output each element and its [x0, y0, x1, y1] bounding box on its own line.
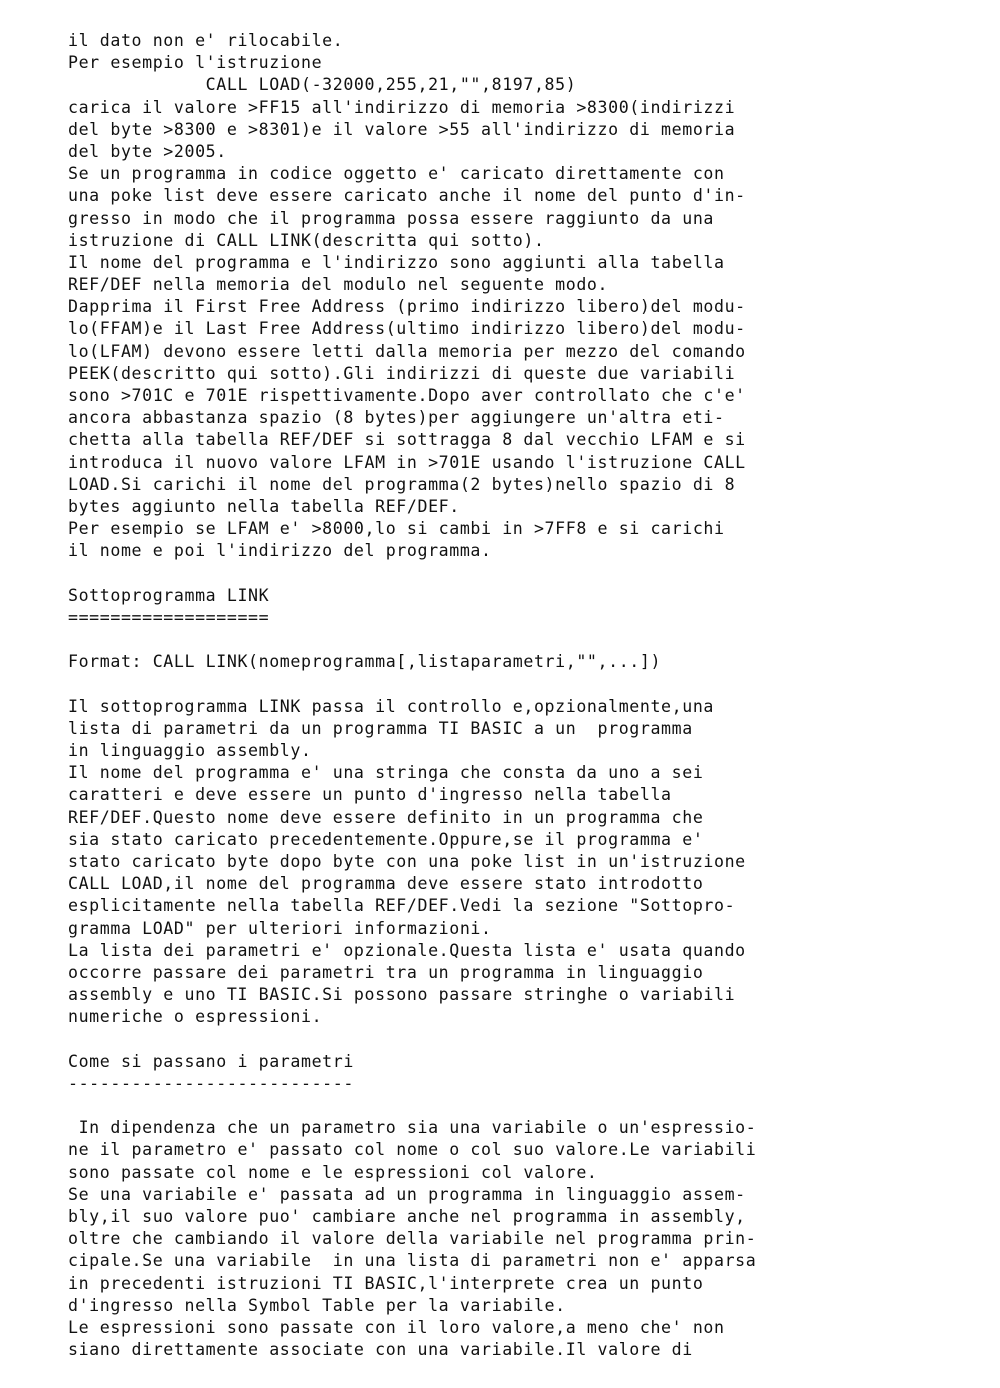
text-line: occorre passare dei parametri tra un programma in linguaggio — [68, 962, 704, 982]
text-line: carica il valore >FF15 all'indirizzo di memoria >8300(indirizzi — [68, 97, 736, 117]
code-example-line: CALL LOAD(-32000,255,21,"",8197,85) — [68, 75, 577, 95]
text-line: Se una variabile e' passata ad un programma in linguaggio assem- — [68, 1184, 746, 1204]
text-line: in precedenti istruzioni TI BASIC,l'interprete crea un punto — [68, 1273, 704, 1293]
text-line: Il nome del programma e' una stringa che consta da uno a sei — [68, 763, 704, 783]
text-line: lo(LFAM) devono essere letti dalla memoria per mezzo del comando — [68, 341, 746, 361]
heading-underline: --------------------------- — [68, 1073, 354, 1093]
text-line: il nome e poi l'indirizzo del programma. — [68, 541, 492, 561]
text-line: numeriche o espressioni. — [68, 1007, 323, 1027]
text-line: REF/DEF.Questo nome deve essere definito in un programma che — [68, 807, 704, 827]
text-line: oltre che cambiando il valore della variabile nel programma prin- — [68, 1229, 757, 1249]
text-line: sono passate col nome e le espressioni col valore. — [68, 1162, 598, 1182]
text-line: esplicitamente nella tabella REF/DEF.Vedi la sezione "Sottopro- — [68, 896, 736, 916]
text-line: Se un programma in codice oggetto e' caricato direttamente con — [68, 164, 725, 184]
section-heading: Come si passano i parametri — [68, 1051, 354, 1071]
text-line: siano direttamente associate con una variabile.Il valore di — [68, 1340, 693, 1360]
blank-line — [68, 1095, 968, 1117]
text-line: gramma LOAD" per ulteriori informazioni. — [68, 918, 492, 938]
text-line: caratteri e deve essere un punto d'ingresso nella tabella — [68, 785, 672, 805]
link-section — [68, 585, 968, 1029]
text-line: in linguaggio assembly. — [68, 741, 312, 760]
text-line: REF/DEF nella memoria del modulo nel seguente modo. — [68, 275, 609, 295]
text-line: assembly e uno TI BASIC.Si possono passare stringhe o variabili — [68, 985, 736, 1005]
text-line: Dapprima il First Free Address (primo indirizzo libero)del modu- — [68, 297, 746, 317]
text-line: una poke list deve essere caricato anche il nome del punto d'in- — [68, 186, 746, 206]
intro-section — [68, 30, 968, 563]
text-line: Le espressioni sono passate con il loro valore,a meno che' non — [68, 1317, 725, 1337]
text-line: introduca il nuovo valore LFAM in >701E usando l'istruzione CALL — [68, 452, 746, 472]
text-line: sia stato caricato precedentemente.Oppure,se il programma e' — [68, 829, 704, 849]
text-line: bly,il suo valore puo' cambiare anche nel programma in assembly, — [68, 1206, 746, 1226]
text-line: chetta alla tabella REF/DEF si sottragga 8 dal vecchio LFAM e si — [68, 430, 746, 450]
text-line: In dipendenza che un parametro sia una variabile o un'espressio- — [68, 1118, 757, 1138]
text-line: cipale.Se una variabile in una lista di parametri non e' apparsa — [68, 1251, 757, 1271]
text-line: ancora abbastanza spazio (8 bytes)per aggiungere un'altra eti- — [68, 408, 725, 428]
blank-line — [68, 563, 968, 585]
text-line: d'ingresso nella Symbol Table per la variabile. — [68, 1295, 566, 1315]
blank-line — [68, 1028, 968, 1050]
text-line: lista di parametri da un programma TI BASIC a un programma — [68, 718, 693, 738]
text-line: Per esempio se LFAM e' >8000,lo si cambi in >7FF8 e si carichi — [68, 519, 725, 539]
text-line: CALL LOAD,il nome del programma deve essere stato introdotto — [68, 874, 704, 894]
format-line: Format: CALL LINK(nomeprogramma[,listaparametri,"",...]) — [68, 652, 662, 672]
text-line: Per esempio l'istruzione — [68, 53, 323, 73]
text-line: istruzione di CALL LINK(descritta qui sotto). — [68, 230, 545, 250]
params-section — [68, 1051, 968, 1362]
text-line: PEEK(descritto qui sotto).Gli indirizzi di queste due variabili — [68, 363, 736, 383]
text-line: La lista dei parametri e' opzionale.Questa lista e' usata quando — [68, 940, 746, 960]
text-line: gresso in modo che il programma possa essere raggiunto da una — [68, 208, 715, 228]
text-line: Il sottoprogramma LINK passa il controllo e,opzionalmente,una — [68, 696, 715, 716]
text-line: ne il parametro e' passato col nome o col suo valore.Le variabili — [68, 1140, 757, 1160]
blank-line — [68, 673, 968, 695]
text-line: sono >701C e 701E rispettivamente.Dopo aver controllato che c'e' — [68, 386, 746, 405]
text-line: del byte >2005. — [68, 141, 227, 161]
heading-underline: =================== — [68, 607, 270, 627]
text-line: LOAD.Si carichi il nome del programma(2 bytes)nello spazio di 8 — [68, 474, 736, 494]
text-line: del byte >8300 e >8301)e il valore >55 all'indirizzo di memoria — [68, 119, 736, 139]
text-line: il dato non e' rilocabile. — [68, 31, 344, 50]
section-heading: Sottoprogramma LINK — [68, 585, 270, 605]
document-page — [68, 30, 968, 1361]
text-line: lo(FFAM)e il Last Free Address(ultimo indirizzo libero)del modu- — [68, 319, 746, 339]
text-line: stato caricato byte dopo byte con una poke list in un'istruzione — [68, 851, 746, 871]
text-line: bytes aggiunto nella tabella REF/DEF. — [68, 496, 460, 516]
text-line: Il nome del programma e l'indirizzo sono aggiunti alla tabella — [68, 252, 725, 272]
blank-line — [68, 629, 968, 651]
